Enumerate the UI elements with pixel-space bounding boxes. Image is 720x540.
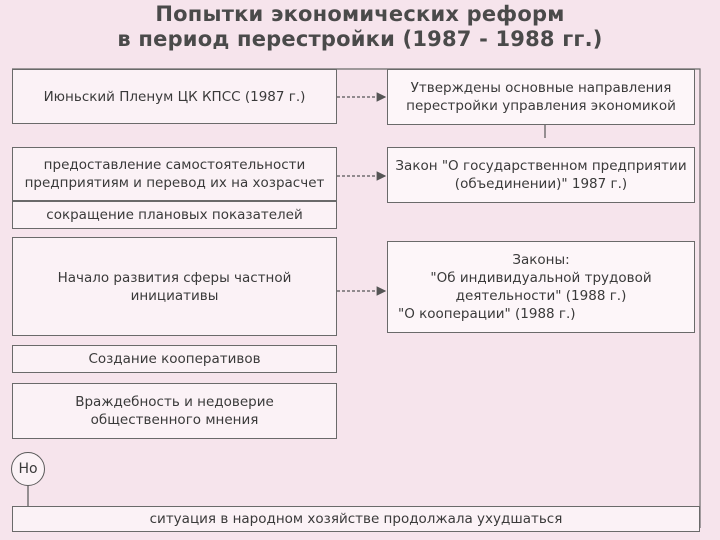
plenum-box [12,69,337,124]
reduction-box [12,201,337,229]
conclusion-text: ситуация в народном хозяйстве продолжала ухудшаться [149,511,563,527]
private-sector-box [12,237,337,336]
laws-heading: Законы: [512,252,570,268]
law-enterprise-box [387,147,695,203]
but-text: Но [18,461,38,477]
plenum-text: Июньский Пленум ЦК КПСС (1987 г.) [43,88,306,105]
independence-box [12,147,337,201]
approved-text: Утверждены основные направления перестройки управления экономикой [406,80,676,114]
approved-box [387,69,695,125]
title-line-1: Попытки экономических реформ [155,2,565,26]
hostility-text: Враждебность и недоверие общественного мнения [75,394,274,428]
independence-text: предоставление самостоятельности предприятиям и перевод их на хозрасчет [24,157,325,191]
laws-box [387,241,695,333]
diagram-title [0,2,720,52]
private-sector-text: Начало развития сферы частной инициативы [57,269,292,304]
cooperatives-text: Создание кооперативов [88,351,261,367]
hostility-box [12,383,337,439]
conclusion-box [12,506,700,532]
law-enterprise-text: Закон "О государственном предприятии (объединении)" 1987 г.) [395,158,687,192]
title-line-2: в период перестройки (1987 - 1988 гг.) [117,27,603,51]
but-circle [11,452,45,486]
law-individual-text: "Об индивидуальной трудовой деятельности" (1988 г.) [430,270,652,304]
cooperatives-box [12,345,337,373]
law-coop-text: "О кооперации" (1988 г.) [398,306,576,322]
reduction-text: сокращение плановых показателей [46,207,303,223]
